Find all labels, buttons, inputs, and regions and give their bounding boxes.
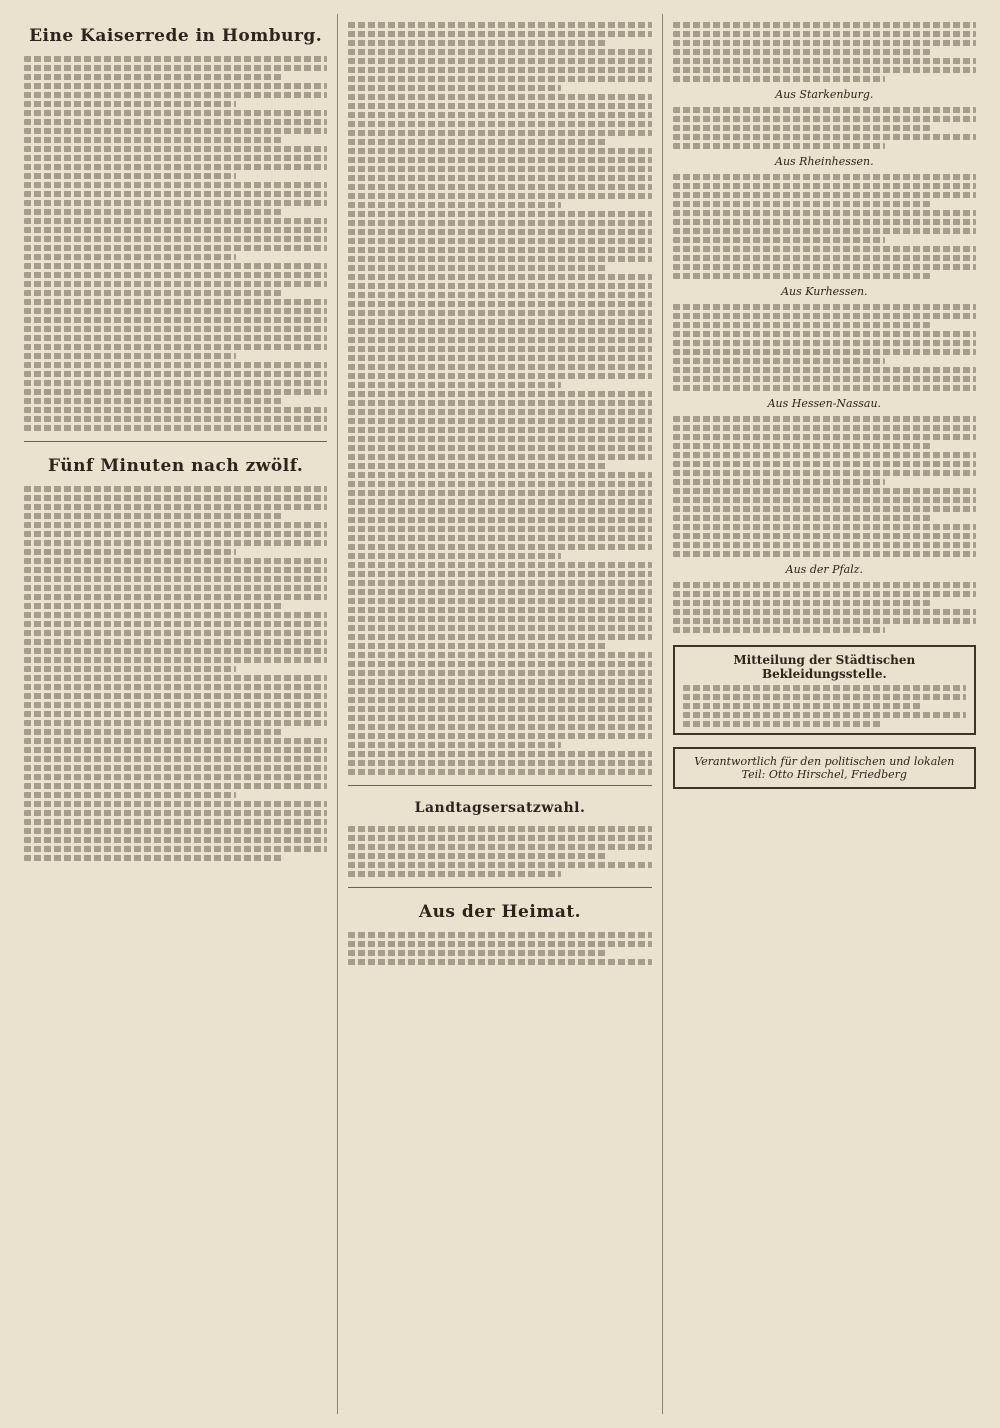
column-2 bbox=[337, 14, 661, 1414]
divider bbox=[348, 785, 651, 786]
notice-title: Mitteilung der Städtischen Bekleidungsstelle. bbox=[733, 653, 916, 681]
subhead-rheinhessen: Aus Rheinhessen. bbox=[775, 155, 874, 168]
article-body-placeholder bbox=[673, 22, 976, 82]
newspaper-page bbox=[14, 14, 986, 1414]
headline-landtag: Landtagsersatzwahl. bbox=[414, 800, 586, 816]
column-3 bbox=[662, 14, 986, 1414]
imprint-box bbox=[673, 747, 976, 789]
article-body-placeholder bbox=[673, 582, 976, 633]
headline-kaiserrede: Eine Kaiserrede in Homburg. bbox=[29, 26, 323, 46]
article-body-placeholder bbox=[673, 304, 976, 391]
article-body-placeholder bbox=[673, 174, 976, 279]
article-body-placeholder bbox=[348, 826, 651, 877]
article-body-placeholder bbox=[673, 107, 976, 149]
article-body-placeholder bbox=[24, 486, 327, 861]
notice-box bbox=[673, 645, 976, 735]
article-body-placeholder bbox=[673, 416, 976, 557]
subhead-kurhessen: Aus Kurhessen. bbox=[781, 285, 868, 298]
subhead-starkenburg: Aus Starkenburg. bbox=[775, 88, 874, 101]
subhead-pfalz: Aus der Pfalz. bbox=[785, 563, 863, 576]
article-body-placeholder bbox=[348, 932, 651, 965]
column-1 bbox=[14, 14, 337, 1414]
headline-fuenf-minuten: Fünf Minuten nach zwölf. bbox=[47, 456, 304, 476]
divider bbox=[24, 441, 327, 442]
article-body-placeholder bbox=[24, 56, 327, 431]
headline-heimat: Aus der Heimat. bbox=[418, 902, 582, 922]
subhead-hessen-nassau: Aus Hessen-Nassau. bbox=[767, 397, 882, 410]
article-body-placeholder bbox=[348, 22, 651, 775]
divider bbox=[348, 887, 651, 888]
notice-body-placeholder bbox=[683, 685, 966, 727]
imprint-text: Verantwortlich für den politischen und lokalen Teil: Otto Hirschel, Friedberg bbox=[694, 755, 955, 781]
